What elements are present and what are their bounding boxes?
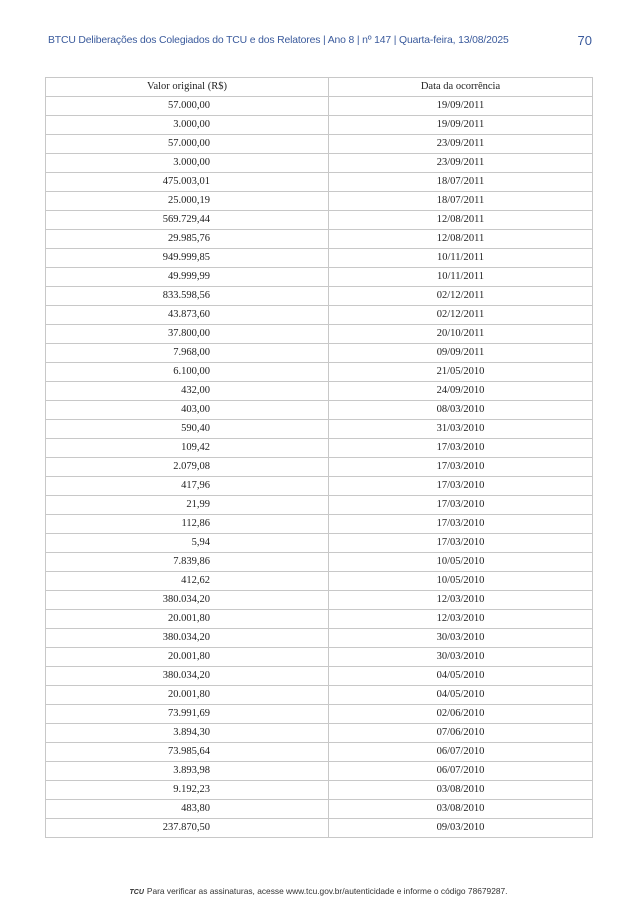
- cell-data-ocorrencia: 12/03/2010: [329, 610, 593, 629]
- header-title: BTCU Deliberações dos Colegiados do TCU e dos Relatores | Ano 8 | nº 147 | Quarta-feira, 13/08/2025: [48, 35, 509, 46]
- cell-data-ocorrencia: 06/07/2010: [329, 762, 593, 781]
- cell-data-ocorrencia: 23/09/2011: [329, 154, 593, 173]
- cell-data-ocorrencia: 17/03/2010: [329, 534, 593, 553]
- cell-data-ocorrencia: 02/06/2010: [329, 705, 593, 724]
- table-row: [46, 781, 593, 800]
- cell-valor-original: 3.000,00: [46, 116, 329, 135]
- table-row: [46, 287, 593, 306]
- cell-data-ocorrencia: 02/12/2011: [329, 306, 593, 325]
- cell-data-ocorrencia: 03/08/2010: [329, 800, 593, 819]
- cell-valor-original: 6.100,00: [46, 363, 329, 382]
- cell-data-ocorrencia: 17/03/2010: [329, 439, 593, 458]
- cell-valor-original: 380.034,20: [46, 667, 329, 686]
- cell-valor-original: 112,86: [46, 515, 329, 534]
- page-header: [48, 35, 596, 51]
- cell-valor-original: 237.870,50: [46, 819, 329, 838]
- table-row: [46, 325, 593, 344]
- table-row: [46, 306, 593, 325]
- cell-data-ocorrencia: 17/03/2010: [329, 496, 593, 515]
- cell-valor-original: 412,62: [46, 572, 329, 591]
- cell-data-ocorrencia: 18/07/2011: [329, 192, 593, 211]
- page-number: 70: [577, 33, 592, 48]
- cell-data-ocorrencia: 17/03/2010: [329, 477, 593, 496]
- cell-valor-original: 20.001,80: [46, 648, 329, 667]
- cell-data-ocorrencia: 19/09/2011: [329, 97, 593, 116]
- table-row: [46, 667, 593, 686]
- table-row: [46, 401, 593, 420]
- cell-data-ocorrencia: 04/05/2010: [329, 686, 593, 705]
- cell-valor-original: 2.079,08: [46, 458, 329, 477]
- cell-valor-original: 3.894,30: [46, 724, 329, 743]
- cell-valor-original: 380.034,20: [46, 629, 329, 648]
- cell-data-ocorrencia: 17/03/2010: [329, 515, 593, 534]
- table-row: [46, 268, 593, 287]
- cell-data-ocorrencia: 06/07/2010: [329, 743, 593, 762]
- table-row: [46, 135, 593, 154]
- cell-valor-original: 833.598,56: [46, 287, 329, 306]
- table-row: [46, 572, 593, 591]
- table-row: [46, 819, 593, 838]
- cell-valor-original: 49.999,99: [46, 268, 329, 287]
- cell-valor-original: 949.999,85: [46, 249, 329, 268]
- table-header-row: [46, 78, 593, 97]
- cell-valor-original: 29.985,76: [46, 230, 329, 249]
- table-row: [46, 534, 593, 553]
- cell-valor-original: 483,80: [46, 800, 329, 819]
- cell-valor-original: 20.001,80: [46, 610, 329, 629]
- table-row: [46, 97, 593, 116]
- table-row: [46, 743, 593, 762]
- cell-valor-original: 5,94: [46, 534, 329, 553]
- cell-valor-original: 569.729,44: [46, 211, 329, 230]
- table-row: [46, 173, 593, 192]
- table-row: [46, 192, 593, 211]
- table-row: [46, 686, 593, 705]
- cell-valor-original: 9.192,23: [46, 781, 329, 800]
- cell-valor-original: 590,40: [46, 420, 329, 439]
- cell-data-ocorrencia: 10/05/2010: [329, 553, 593, 572]
- cell-data-ocorrencia: 21/05/2010: [329, 363, 593, 382]
- table-row: [46, 344, 593, 363]
- table-row: [46, 439, 593, 458]
- table-row: [46, 116, 593, 135]
- cell-data-ocorrencia: 12/08/2011: [329, 211, 593, 230]
- cell-valor-original: 7.968,00: [46, 344, 329, 363]
- cell-valor-original: 73.991,69: [46, 705, 329, 724]
- table-row: [46, 249, 593, 268]
- cell-valor-original: 73.985,64: [46, 743, 329, 762]
- column-header-valor: Valor original (R$): [46, 78, 329, 97]
- cell-data-ocorrencia: 09/09/2011: [329, 344, 593, 363]
- table-row: [46, 800, 593, 819]
- cell-valor-original: 43.873,60: [46, 306, 329, 325]
- table-row: [46, 363, 593, 382]
- cell-data-ocorrencia: 24/09/2010: [329, 382, 593, 401]
- table-row: [46, 458, 593, 477]
- cell-valor-original: 57.000,00: [46, 135, 329, 154]
- cell-data-ocorrencia: 12/03/2010: [329, 591, 593, 610]
- table-row: [46, 762, 593, 781]
- cell-data-ocorrencia: 04/05/2010: [329, 667, 593, 686]
- cell-data-ocorrencia: 19/09/2011: [329, 116, 593, 135]
- cell-valor-original: 475.003,01: [46, 173, 329, 192]
- cell-valor-original: 57.000,00: [46, 97, 329, 116]
- table-row: [46, 705, 593, 724]
- column-header-data: Data da ocorrência: [329, 78, 593, 97]
- cell-valor-original: 432,00: [46, 382, 329, 401]
- table-row: [46, 648, 593, 667]
- cell-data-ocorrencia: 12/08/2011: [329, 230, 593, 249]
- cell-valor-original: 417,96: [46, 477, 329, 496]
- cell-valor-original: 21,99: [46, 496, 329, 515]
- cell-data-ocorrencia: 17/03/2010: [329, 458, 593, 477]
- cell-valor-original: 25.000,19: [46, 192, 329, 211]
- table-row: [46, 382, 593, 401]
- table-row: [46, 477, 593, 496]
- cell-valor-original: 37.800,00: [46, 325, 329, 344]
- cell-data-ocorrencia: 20/10/2011: [329, 325, 593, 344]
- table-row: [46, 610, 593, 629]
- cell-data-ocorrencia: 18/07/2011: [329, 173, 593, 192]
- cell-data-ocorrencia: 30/03/2010: [329, 629, 593, 648]
- cell-data-ocorrencia: 03/08/2010: [329, 781, 593, 800]
- page-footer: [0, 886, 637, 896]
- cell-valor-original: 7.839,86: [46, 553, 329, 572]
- table-row: [46, 154, 593, 173]
- cell-valor-original: 380.034,20: [46, 591, 329, 610]
- table-row: [46, 230, 593, 249]
- table-body: [46, 97, 593, 838]
- cell-data-ocorrencia: 09/03/2010: [329, 819, 593, 838]
- footer-text: Para verificar as assinaturas, acesse www.tcu.gov.br/autenticidade e informe o código 78679287.: [146, 886, 508, 896]
- table-row: [46, 515, 593, 534]
- values-table: [45, 77, 593, 838]
- table-row: [46, 496, 593, 515]
- cell-data-ocorrencia: 02/12/2011: [329, 287, 593, 306]
- cell-valor-original: 403,00: [46, 401, 329, 420]
- tcu-logo-icon: TCU: [129, 889, 144, 896]
- cell-valor-original: 3.893,98: [46, 762, 329, 781]
- cell-data-ocorrencia: 10/05/2010: [329, 572, 593, 591]
- table-row: [46, 591, 593, 610]
- cell-data-ocorrencia: 31/03/2010: [329, 420, 593, 439]
- table-row: [46, 553, 593, 572]
- cell-data-ocorrencia: 30/03/2010: [329, 648, 593, 667]
- cell-data-ocorrencia: 07/06/2010: [329, 724, 593, 743]
- cell-data-ocorrencia: 10/11/2011: [329, 249, 593, 268]
- table-row: [46, 724, 593, 743]
- table-row: [46, 211, 593, 230]
- table-row: [46, 629, 593, 648]
- cell-data-ocorrencia: 23/09/2011: [329, 135, 593, 154]
- table-row: [46, 420, 593, 439]
- cell-valor-original: 20.001,80: [46, 686, 329, 705]
- cell-valor-original: 109,42: [46, 439, 329, 458]
- cell-data-ocorrencia: 10/11/2011: [329, 268, 593, 287]
- cell-data-ocorrencia: 08/03/2010: [329, 401, 593, 420]
- cell-valor-original: 3.000,00: [46, 154, 329, 173]
